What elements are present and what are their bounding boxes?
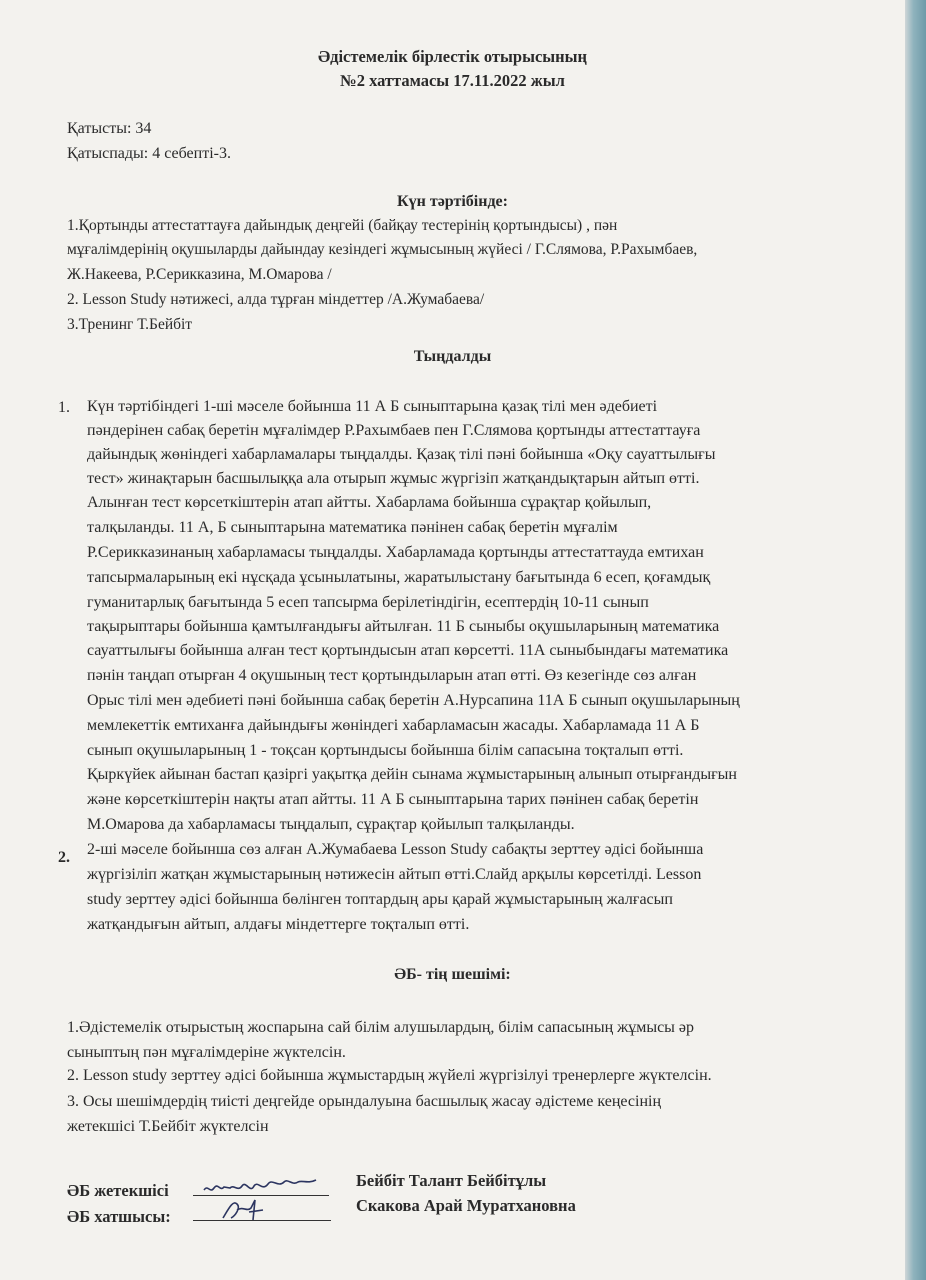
agenda-line: 3.Тренинг Т.Бейбіт	[67, 316, 193, 333]
text-line: жатқандығын айтып, алдағы міндеттерге тоқталып өтті.	[87, 916, 470, 933]
attendance-absent: Қатыспады: 4 себепті-3.	[67, 145, 231, 162]
signature-role: ӘБ жетекшісі	[67, 1181, 169, 1200]
decision-line: 3. Осы шешімдердің тиісті деңгейде орындалуына басшылық жасау әдістеме кеңесінің	[67, 1093, 662, 1110]
decision-line: сыныптың пән мұғалімдеріне жүктелсін.	[67, 1044, 346, 1061]
item-number: 2.	[58, 849, 70, 866]
text-line: дайындық жөніндегі хабарламалары тыңдалды. Қазақ тілі пәні бойынша «Оқу сауаттылығы	[87, 446, 716, 463]
text-line: study зерттеу әдісі бойынша бөлінген топтардың ары қарай жұмыстарының жалғасып	[87, 891, 673, 908]
text-line: 2-ші мәселе бойынша сөз алған А.Жумабаева Lesson Study сабақты зерттеу әдісі бойынша	[87, 841, 704, 858]
title-line-2: №2 хаттамасы 17.11.2022 жыл	[340, 71, 565, 90]
signature-name: Бейбіт Талант Бейбітұлы	[356, 1171, 547, 1190]
text-line: жүргізіліп жатқан жұмыстарының нәтижесін айтып өтті.Слайд арқылы көрсетілді. Lesson	[87, 866, 702, 883]
decision-line: 2. Lesson study зерттеу әдісі бойынша жұмыстардың жүйелі жүргізілуі тренерлерге жүктелсін.	[67, 1067, 712, 1084]
decision-heading: ӘБ- тің шешімі:	[394, 966, 511, 983]
text-line: мемлекеттік емтиханға дайындығы жөніндегі хабарламасын жасады. Хабарламада 11 А Б	[87, 717, 700, 734]
agenda-line: Ж.Накеева, Р.Серикказина, М.Омарова /	[67, 266, 332, 283]
signature-name: Скакова Арай Муратхановна	[356, 1196, 576, 1215]
text-line: талқыланды. 11 А, Б сыныптарына математика пәнінен сабақ беретін мұғалім	[87, 519, 618, 536]
decision-line: 1.Әдістемелік отырыстың жоспарына сай білім алушылардың, білім сапасының жұмысы әр	[67, 1019, 695, 1036]
text-line: Қыркүйек айынан бастап қазіргі уақытқа дейін сынама жұмыстарының алынып отырғандығын	[87, 766, 737, 783]
text-line: сауаттылығы бойынша алған тест қортындысын атап көрсетті. 11А сыныбындағы математика	[87, 642, 729, 659]
text-line: гуманитарлық бағытында 5 есеп тапсырма берілетіндігін, есептердің 10-11 сынып	[87, 594, 649, 611]
signature-scribble-icon	[215, 1196, 275, 1224]
text-line: тақырыптары бойынша қамтылғандығы айтылған. 11 Б сыныбы оқушыларының математика	[87, 618, 720, 635]
signature-role: ӘБ хатшысы:	[67, 1207, 171, 1226]
page-edge	[905, 0, 926, 1280]
text-line: Орыс тілі мен әдебиеті пәні бойынша сабақ беретін А.Нурсапина 11А Б сынып оқушыларының	[87, 692, 740, 709]
text-line: тапсырмаларының екі нұсқада ұсынылатыны, жаратылыстану бағытында 6 есеп, қоғамдық	[87, 569, 711, 586]
heard-heading: Тыңдалды	[413, 348, 492, 365]
text-line: Р.Серикказинаның хабарламасы тыңдалды. Хабарламада қортынды аттестаттауда емтихан	[87, 544, 704, 561]
text-line: М.Омарова да хабарламасы тыңдалып, сұрақтар қойылып талқыланды.	[87, 816, 575, 833]
decision-line: жетекшісі Т.Бейбіт жүктелсін	[67, 1118, 269, 1135]
text-line: Күн тәртібіндегі 1-ші мәселе бойынша 11 А Б сыныптарына қазақ тілі мен әдебиеті	[87, 398, 658, 415]
item-number: 1.	[58, 399, 70, 416]
agenda-line: 2. Lesson Study нәтижесі, алда тұрған міндеттер /А.Жумабаева/	[67, 291, 485, 308]
attendance-present: Қатысты: 34	[67, 120, 152, 137]
text-line: Алынған тест көрсеткіштерін атап айтты. Хабарлама бойынша сұрақтар қойылып,	[87, 494, 652, 511]
agenda-line: 1.Қортынды аттестаттауға дайындық деңгейі (байқау тестерінің қортындысы) , пән	[67, 217, 618, 234]
text-line: тест» жинақтарын басшылыққа ала отырып жұмыс жүргізіп жатқандықтарын айтып өтті.	[87, 470, 700, 487]
agenda-heading: Күн тәртібінде:	[397, 193, 508, 210]
text-line: сынып оқушыларының 1 - тоқсан қортындысы бойынша білім сапасына тоқталып өтті.	[87, 742, 684, 759]
text-line: пәндерінен сабақ беретін мұғалімдер Р.Рахымбаев пен Г.Слямова қортынды аттестаттауға	[87, 422, 701, 439]
title-line-1: Әдістемелік бірлестік отырысының	[317, 47, 588, 66]
text-line: және көрсеткіштерін нақты атап айтты. 11 А Б сыныптарына тарих пәнінен сабақ беретін	[87, 791, 699, 808]
text-line: пәнін таңдап отырған 4 оқушының тест қортындыларын атап өтті. Өз кезегінде сөз алған	[87, 667, 697, 684]
agenda-line: мұғалімдерінің оқушыларды дайындау кезіндегі жұмысының жүйесі / Г.Слямова, Р.Рахымбаев,	[67, 241, 698, 258]
